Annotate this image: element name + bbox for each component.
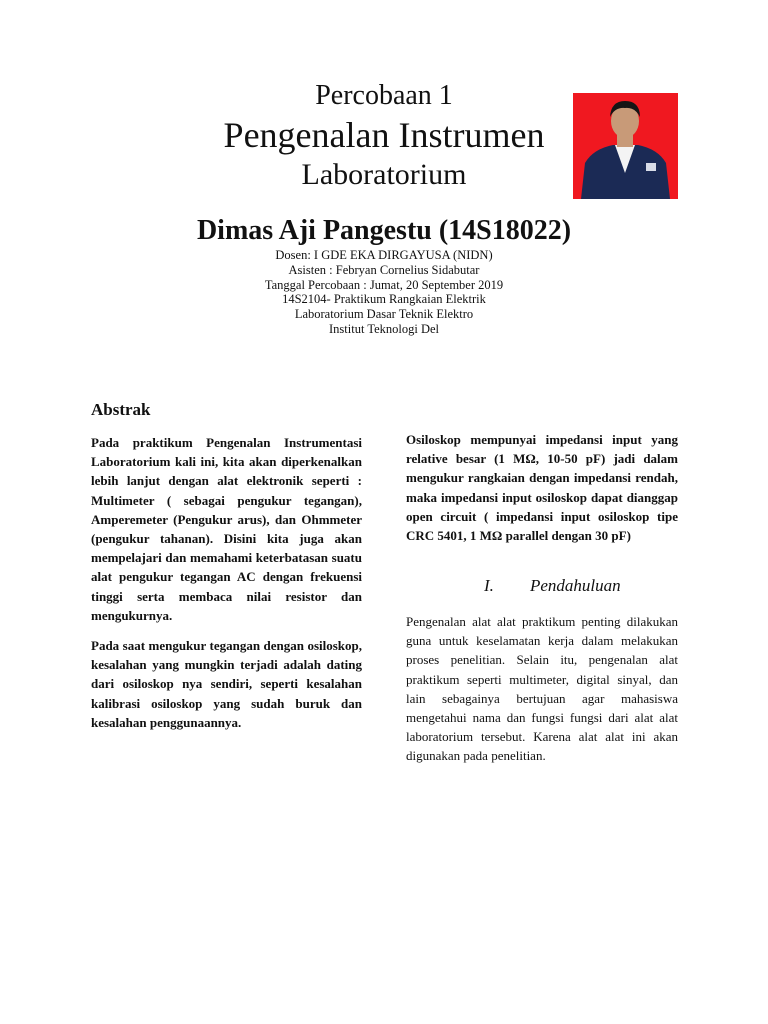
assistant: Asisten : Febryan Cornelius Sidabutar xyxy=(288,262,480,277)
abstract-right-column xyxy=(406,430,678,545)
course: 14S2104- Praktikum Rangkaian Elektrik xyxy=(282,292,486,307)
abstract-paragraph-2: Pada saat mengukur tegangan dengan osiloskop, kesalahan yang mungkin terjadi adalah dating dari osiloskop nya sendiri, seperti kesalahan kalibrasi osiloskop yang sudah buruk dan kesalahan penggunaannya. xyxy=(91,638,362,730)
introduction-body xyxy=(406,612,678,766)
author-photo xyxy=(573,93,678,199)
experiment-date: Tanggal Percobaan : Jumat, 20 September 2019 xyxy=(264,277,504,292)
section-title: Pendahuluan xyxy=(530,576,621,595)
author-info xyxy=(0,248,768,337)
title-line-2: Laboratorium xyxy=(301,158,467,191)
abstract-paragraph-3: Osiloskop mempunyai impedansi input yang relative besar (1 MΩ, 10-50 pF) jadi dalam mengukur rangkaian dengan impedansi rendah, maka impedansi input osiloskop dapat dianggap open circuit ( impedansi input osiloskop tipe CRC 5401, 1 MΩ parallel dengan 30 pF) xyxy=(406,432,678,544)
introduction-paragraph: Pengenalan alat alat praktikum penting dilakukan guna untuk keselamatan kerja dalam melakukan proses penelitian. Selain itu, pengenalan alat praktikum seperti multimeter, digital sinyal, dan lain sebagainya bertujuan agar mahasiswa mengetahui nama dan fungsi fungsi dari alat alat laboratorium tersebut. Karena alat alat ini akan digunakan pada penelitian. xyxy=(406,614,678,764)
section-number: I. xyxy=(484,576,494,595)
title-line-1: Pengenalan Instrumen xyxy=(223,115,545,155)
abstract-heading: Abstrak xyxy=(91,400,151,419)
abstract-left-column xyxy=(91,433,362,732)
author-name: Dimas Aji Pangestu (14S18022) xyxy=(196,215,572,246)
lecturer: Dosen: I GDE EKA DIRGAYUSA (NIDN) xyxy=(275,248,493,262)
laboratory: Laboratorium Dasar Teknik Elektro xyxy=(294,307,474,322)
abstract-paragraph-1: Pada praktikum Pengenalan Instrumentasi Laboratorium kali ini, kita akan diperkenalkan lebih lanjut dengan alat elektronik seperti : Multimeter ( sebagai pengukur tegangan), Amperemeter (Pengukur arus), dan Ohmmeter (pengukur tahanan). Disini kita juga akan mempelajari dan memahami keterbatasan suatu alat pengukur tegangan AC dengan frekuensi tinggi serta membaca nilai resistor dan mengukurnya. xyxy=(91,435,362,623)
institute: Institut Teknologi Del xyxy=(329,321,439,336)
experiment-number: Percobaan 1 xyxy=(315,80,453,111)
